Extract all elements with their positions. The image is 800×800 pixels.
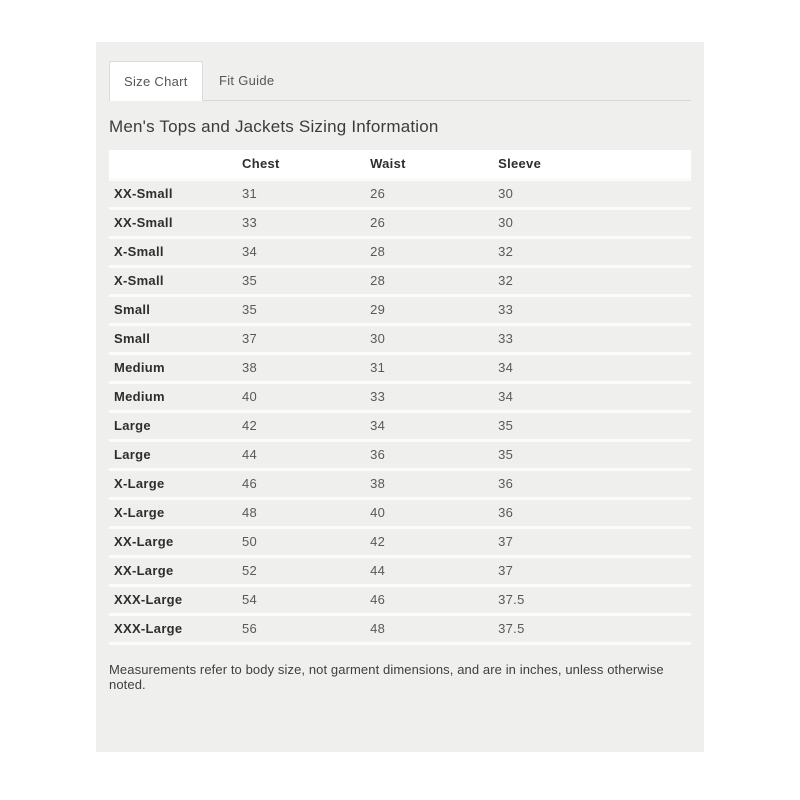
size-label-cell: X-Small <box>109 266 237 295</box>
measurement-cell: 37.5 <box>493 585 691 614</box>
measurement-cell: 30 <box>493 208 691 237</box>
table-row <box>109 237 691 266</box>
size-label-cell: Large <box>109 411 237 440</box>
size-label-cell: XX-Large <box>109 527 237 556</box>
size-label-cell: Medium <box>109 353 237 382</box>
measurement-cell: 33 <box>493 324 691 353</box>
size-label-cell: XX-Small <box>109 208 237 237</box>
measurement-cell: 34 <box>493 382 691 411</box>
measurement-cell: 33 <box>237 208 365 237</box>
size-table-body <box>109 179 691 643</box>
measurement-cell: 32 <box>493 237 691 266</box>
column-header-sleeve: Sleeve <box>493 150 691 179</box>
measurement-cell: 37.5 <box>493 614 691 643</box>
measurement-cell: 44 <box>237 440 365 469</box>
measurement-cell: 31 <box>365 353 493 382</box>
table-row <box>109 266 691 295</box>
page-title: Men's Tops and Jackets Sizing Information <box>109 117 439 136</box>
measurement-cell: 46 <box>237 469 365 498</box>
table-row <box>109 179 691 208</box>
size-label-cell: Small <box>109 324 237 353</box>
size-label-cell: X-Large <box>109 469 237 498</box>
measurement-cell: 28 <box>365 237 493 266</box>
table-row <box>109 353 691 382</box>
measurement-cell: 42 <box>365 527 493 556</box>
table-row <box>109 295 691 324</box>
table-row <box>109 469 691 498</box>
column-header-size <box>109 150 237 179</box>
tab-fit-guide[interactable]: Fit Guide <box>218 72 275 88</box>
measurement-cell: 54 <box>237 585 365 614</box>
measurement-cell: 40 <box>365 498 493 527</box>
measurement-cell: 30 <box>365 324 493 353</box>
measurement-cell: 30 <box>493 179 691 208</box>
measurement-cell: 29 <box>365 295 493 324</box>
measurement-cell: 35 <box>493 440 691 469</box>
measurement-cell: 38 <box>365 469 493 498</box>
measurement-cell: 38 <box>237 353 365 382</box>
table-row <box>109 556 691 585</box>
measurement-cell: 36 <box>365 440 493 469</box>
measurement-cell: 37 <box>493 527 691 556</box>
size-label-cell: XX-Large <box>109 556 237 585</box>
size-chart-card <box>96 42 704 752</box>
measurement-cell: 28 <box>365 266 493 295</box>
measurement-cell: 42 <box>237 411 365 440</box>
measurement-cell: 50 <box>237 527 365 556</box>
measurement-cell: 34 <box>365 411 493 440</box>
size-label-cell: XX-Small <box>109 179 237 208</box>
size-label-cell: XXX-Large <box>109 585 237 614</box>
size-table-header-row <box>109 150 691 179</box>
size-table <box>109 150 691 645</box>
tab-strip <box>109 60 691 101</box>
size-label-cell: Medium <box>109 382 237 411</box>
measurement-cell: 34 <box>237 237 365 266</box>
measurements-footnote: Measurements refer to body size, not garment dimensions, and are in inches, unless otherwise noted. <box>109 661 664 692</box>
measurement-cell: 52 <box>237 556 365 585</box>
measurement-cell: 37 <box>493 556 691 585</box>
table-row <box>109 324 691 353</box>
table-row <box>109 208 691 237</box>
size-label-cell: X-Small <box>109 237 237 266</box>
column-header-waist: Waist <box>365 150 493 179</box>
table-row <box>109 382 691 411</box>
table-row <box>109 527 691 556</box>
measurement-cell: 32 <box>493 266 691 295</box>
measurement-cell: 26 <box>365 179 493 208</box>
size-label-cell: Small <box>109 295 237 324</box>
size-label-cell: Large <box>109 440 237 469</box>
measurement-cell: 37 <box>237 324 365 353</box>
measurement-cell: 35 <box>237 295 365 324</box>
measurement-cell: 33 <box>365 382 493 411</box>
measurement-cell: 48 <box>237 498 365 527</box>
measurement-cell: 36 <box>493 469 691 498</box>
measurement-cell: 35 <box>493 411 691 440</box>
measurement-cell: 48 <box>365 614 493 643</box>
column-header-chest: Chest <box>237 150 365 179</box>
size-label-cell: XXX-Large <box>109 614 237 643</box>
measurement-cell: 40 <box>237 382 365 411</box>
measurement-cell: 34 <box>493 353 691 382</box>
measurement-cell: 33 <box>493 295 691 324</box>
measurement-cell: 26 <box>365 208 493 237</box>
measurement-cell: 44 <box>365 556 493 585</box>
table-row <box>109 585 691 614</box>
table-row <box>109 440 691 469</box>
tab-size-chart[interactable]: Size Chart <box>109 61 203 101</box>
measurement-cell: 35 <box>237 266 365 295</box>
measurement-cell: 46 <box>365 585 493 614</box>
table-row <box>109 411 691 440</box>
measurement-cell: 36 <box>493 498 691 527</box>
table-row <box>109 498 691 527</box>
measurement-cell: 56 <box>237 614 365 643</box>
table-row <box>109 614 691 643</box>
size-label-cell: X-Large <box>109 498 237 527</box>
measurement-cell: 31 <box>237 179 365 208</box>
